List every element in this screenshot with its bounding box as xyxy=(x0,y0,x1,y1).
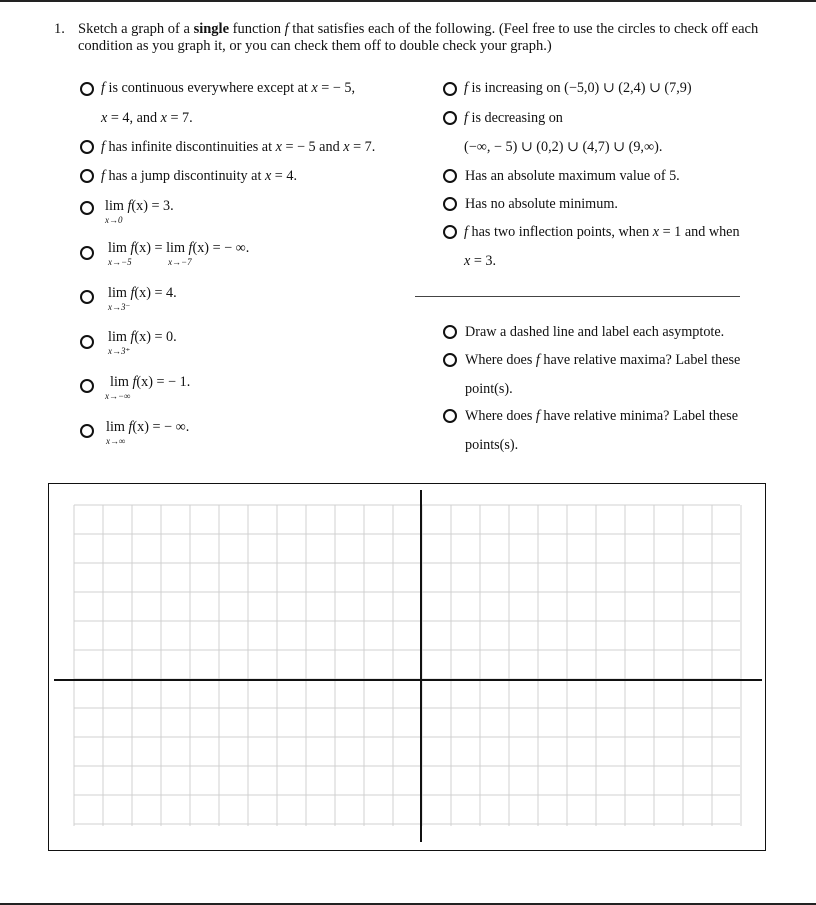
condition-limit-3: lim x→3⁻ f(x) = 4. xyxy=(108,285,177,312)
condition-absolute-maximum: Has an absolute maximum value of 5. xyxy=(465,168,680,184)
condition-increasing: f is increasing on (−5,0) ∪ (2,4) ∪ (7,9) xyxy=(464,80,692,96)
grid-lines xyxy=(74,505,741,826)
task-relative-minima: Where does f have relative minima? Label these xyxy=(465,408,738,424)
condition-jump-discontinuity: f has a jump discontinuity at x = 4. xyxy=(101,168,297,184)
condition-continuity: f is continuous everywhere except at x = − 5, xyxy=(101,80,355,96)
condition-inflection-points: f has two inflection points, when x = 1 and when xyxy=(464,224,740,240)
task-label-asymptotes: Draw a dashed line and label each asymptote. xyxy=(465,324,725,340)
condition-limit-6: lim x→∞ f(x) = − ∞. xyxy=(106,419,190,446)
question-number: 1. xyxy=(54,21,65,37)
condition-limit-2: lim x→−5 f(x) = lim x→−7 f(x) = − ∞. xyxy=(108,240,250,267)
condition-limit-5: lim x→−∞ f(x) = − 1. xyxy=(105,374,191,401)
condition-infinite-discontinuities: f has infinite discontinuities at x = − 5 and x = 7. xyxy=(101,139,376,155)
task-relative-minima-line2: points(s). xyxy=(465,437,519,453)
question-prompt: Sketch a graph of a single function f that satisfies each of the following. (Feel free to use the circles to check off each condition as you graph it, or you can check them off to double check your graph.) xyxy=(78,21,759,54)
condition-no-absolute-minimum: Has no absolute minimum. xyxy=(465,196,618,212)
condition-inflection-line2: x = 3. xyxy=(464,253,497,269)
condition-continuity-line2: x = 4, and x = 7. xyxy=(101,110,193,126)
condition-decreasing: f is decreasing on xyxy=(464,110,563,126)
condition-decreasing-intervals: (−∞, − 5) ∪ (0,2) ∪ (4,7) ∪ (9,∞). xyxy=(464,139,663,155)
condition-limit-1: lim x→0 f(x) = 3. xyxy=(105,198,174,225)
task-relative-maxima: Where does f have relative maxima? Label these xyxy=(465,352,741,368)
task-relative-maxima-line2: point(s). xyxy=(465,381,513,397)
condition-limit-4: lim x→3⁺ f(x) = 0. xyxy=(108,329,177,356)
